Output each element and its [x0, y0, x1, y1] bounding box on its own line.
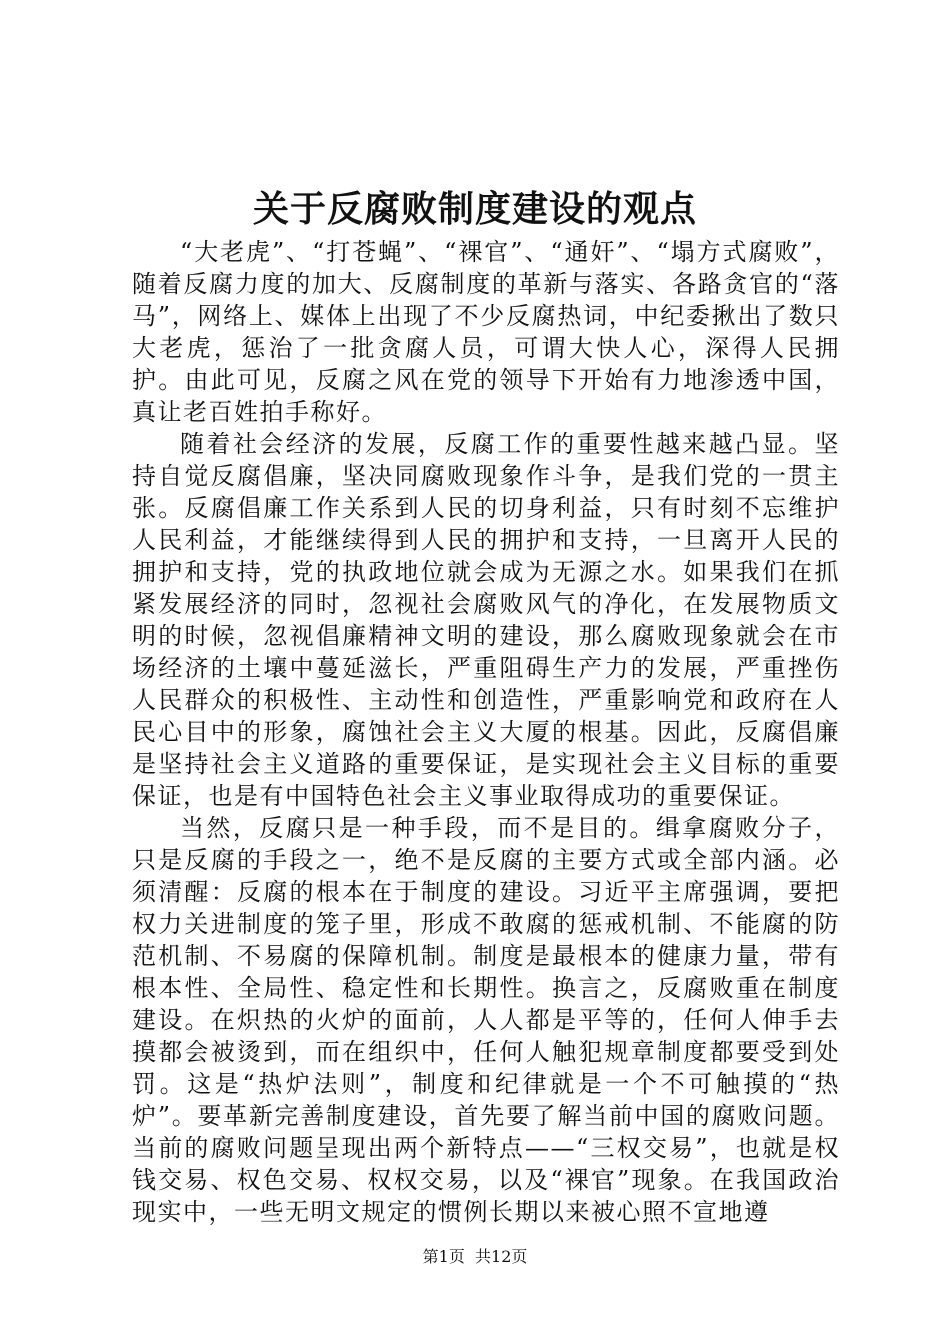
paragraph-1: “大老虎”、“打苍蝇”、“裸官”、“通奸”、“塌方式腐败”，随着反腐力度的加大、反腐制度的革新与落实、各路贪官的“落马”，网络上、媒体上出现了不少反腐热词，中纪委揪出了数只大老虎，惩治了一批贪腐人员，可谓大快人心，深得人民拥护。由此可见，反腐之风在党的领导下开始有力地渗透中国，真让老百姓拍手称好。: [132, 238, 840, 426]
document-body: [132, 236, 840, 1228]
page-label: 第: [422, 1247, 439, 1266]
footer-spacer: [465, 1247, 475, 1266]
page-unit: 页: [448, 1247, 465, 1266]
total-pages: 12: [491, 1247, 512, 1266]
total-unit: 页: [511, 1247, 528, 1266]
page-number: 1: [438, 1247, 449, 1266]
paragraph-3: 当然，反腐只是一种手段，而不是目的。缉拿腐败分子，只是反腐的手段之一，绝不是反腐的主要方式或全部内涵。必须清醒：反腐的根本在于制度的建设。习近平主席强调，要把权力关进制度的笼子里，形成不敢腐的惩戒机制、不能腐的防范机制、不易腐的保障机制。制度是最根本的健康力量，带有根本性、全局性、稳定性和长期性。换言之，反腐败重在制度建设。在炽热的火炉的面前，人人都是平等的，任何人伸手去摸都会被烫到，而在组织中，任何人触犯规章制度都要受到处罚。这是“热炉法则”，制度和纪律就是一个不可触摸的“热炉”。要革新完善制度建设，首先要了解当前中国的腐败问题。当前的腐败问题呈现出两个新特点——“三权交易”，也就是权钱交易、权色交易、权权交易，以及“裸官”现象。在我国政治现实中，一些无明文规定的惯例长期以来被心照不宣地遵: [132, 814, 840, 1226]
total-label: 共: [475, 1247, 492, 1266]
page-footer: [0, 1245, 950, 1269]
paragraph-2: 随着社会经济的发展，反腐工作的重要性越来越凸显。坚持自觉反腐倡廉，坚决同腐败现象作斗争，是我们党的一贯主张。反腐倡廉工作关系到人民的切身利益，只有时刻不忘维护人民利益，才能继续得到人民的拥护和支持，一旦离开人民的拥护和支持，党的执政地位就会成为无源之水。如果我们在抓紧发展经济的同时，忽视社会腐败风气的净化，在发展物质文明的时候，忽视倡廉精神文明的建设，那么腐败现象就会在市场经济的土壤中蔓延滋长，严重阻碍生产力的发展，严重挫伤人民群众的积极性、主动性和创造性，严重影响党和政府在人民心目中的形象，腐蚀社会主义大厦的根基。因此，反腐倡廉是坚持社会主义道路的重要保证，是实现社会主义目标的重要保证，也是有中国特色社会主义事业取得成功的重要保证。: [132, 430, 840, 810]
document-title: 关于反腐败制度建设的观点: [252, 188, 697, 230]
